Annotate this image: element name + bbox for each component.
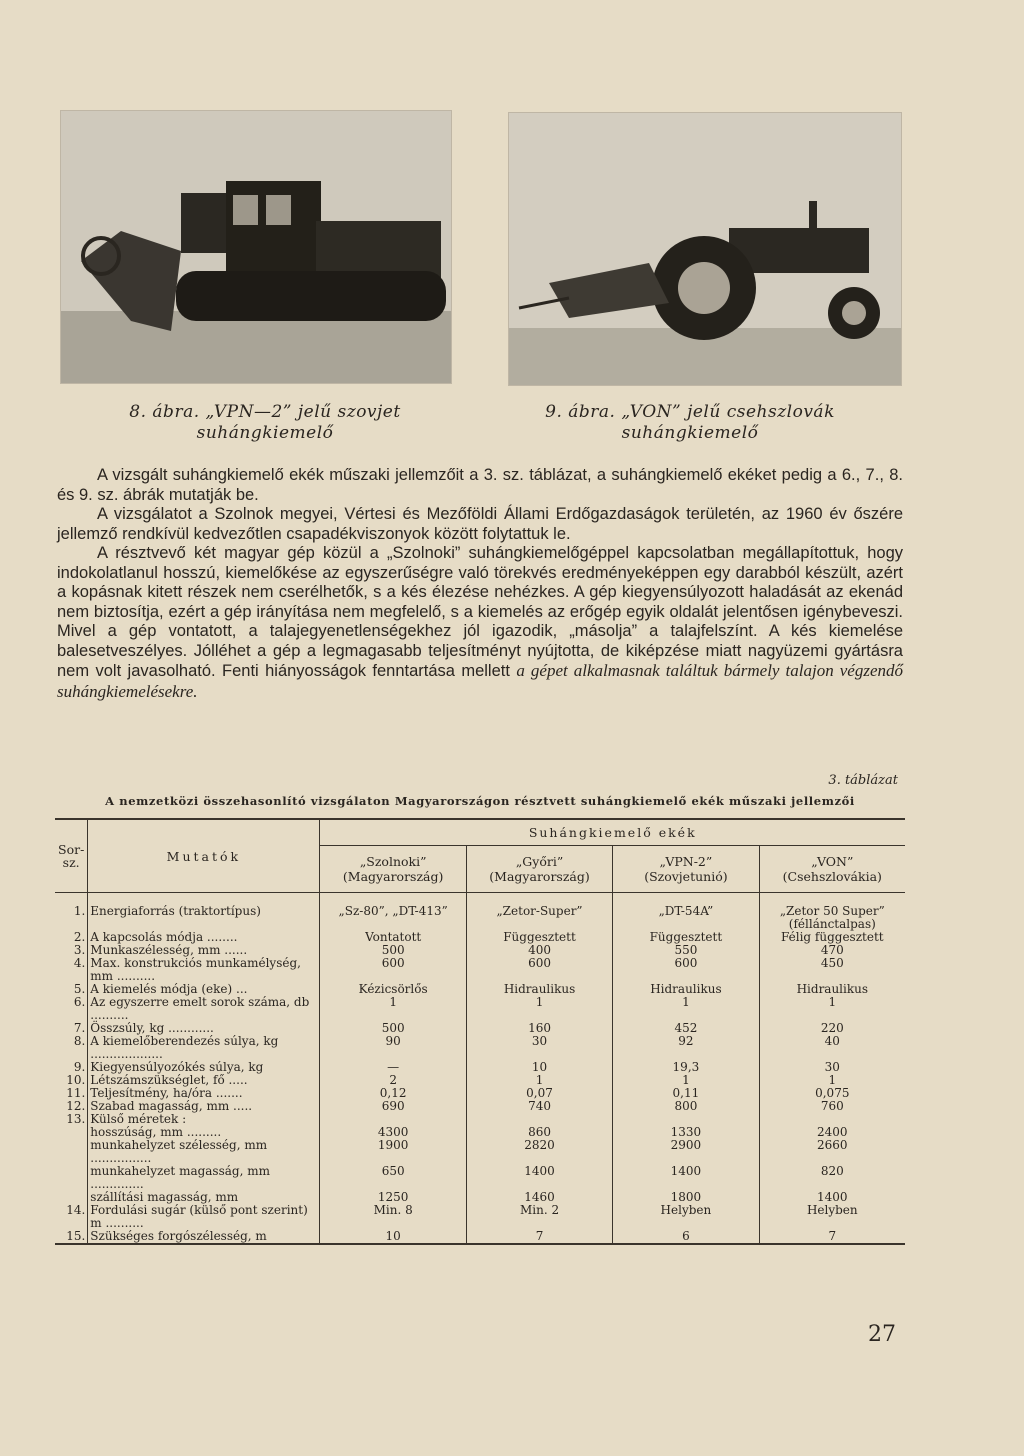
row-value: 1800 (613, 1191, 759, 1204)
row-value: 0,12 (320, 1087, 466, 1100)
row-value: 1460 (466, 1191, 612, 1204)
row-value: Hidraulikus (466, 983, 612, 996)
row-label: szállítási magasság, mm (88, 1191, 320, 1204)
row-label: Külső méretek : (88, 1113, 320, 1126)
row-value: 1 (466, 996, 612, 1022)
table-row (55, 957, 905, 983)
row-value: 1 (320, 996, 466, 1022)
row-value: 500 (320, 1022, 466, 1035)
row-value: 90 (320, 1035, 466, 1061)
row-value: 160 (466, 1022, 612, 1035)
row-value: Min. 2 (466, 1204, 612, 1230)
table-row (55, 996, 905, 1022)
row-label: Szabad magasság, mm ..... (88, 1100, 320, 1113)
table-row (55, 1165, 905, 1191)
row-number: 11. (55, 1087, 88, 1100)
row-label: Létszámszükséglet, fő ..... (88, 1074, 320, 1087)
row-value: Kézicsörlős (320, 983, 466, 996)
table-row (55, 1204, 905, 1230)
row-value: 0,07 (466, 1087, 612, 1100)
row-value: 7 (759, 1230, 905, 1244)
figure-9-photo (508, 112, 902, 386)
figure-9-caption-line2: suhángkiemelő (621, 423, 759, 443)
row-label: Szükséges forgószélesség, m (88, 1230, 320, 1244)
table-row (55, 1139, 905, 1165)
row-label: Kiegyensúlyozókés súlya, kg (88, 1061, 320, 1074)
row-label: A kiemelőberendezés súlya, kg ................... (88, 1035, 320, 1061)
row-number: 6. (55, 996, 88, 1022)
paragraph: A vizsgálatot a Szolnok megyei, Vértesi és Mezőföldi Állami Erdőgazdaságok területén, az 1960 év őszére jellemző rendkívül kedvezőtlen csapadékviszonyok között folytattuk le. (57, 505, 903, 543)
row-label: munkahelyzet magasság, mm .............. (88, 1165, 320, 1191)
row-value: 30 (824, 1060, 840, 1074)
row-value: 1400 (817, 1190, 848, 1204)
row-value: 452 (613, 1022, 759, 1035)
paragraph-main: A résztvevő két magyar gép közül a „Szolnoki” suhángkiemelőgéppel kapcsolatban megállapítottuk, hogy indokolatlanul hosszú, kiemelőkése az egyszerűségre való törekvés eredményeképpen egy darabból készült, azért a kopásnak kitett részek nem cserélhetők, s a kés élezése nehézkes. A gép kiegyensúlyozott haladását az ekenád nem biztosítja, ezért a gép irányítása nem megfelelő, s a kiemelés az erőgép egyik oldalát jelentősen igénybeveszi. Mivel a gép vontatott, a talajegyenetlenségekhez jól igazodik, „másolja” a talajfelszínt. A kés kiemelése balesetveszélyes. Jólléhet a gép a legmagasabb teljesítményt nyújtotta, de kiképzése miatt nagyüzemi gyártásra nem volt javasolható. (57, 544, 903, 680)
row-value: 2820 (466, 1139, 612, 1165)
row-value: 1 (828, 995, 837, 1009)
row-value: Függesztett (466, 931, 612, 944)
spec-table (55, 818, 905, 1245)
column-name: „VON” (811, 854, 854, 869)
figure-8-caption-line1: 8. ábra. „VPN—2” jelű szovjet (129, 402, 401, 422)
row-value: „Sz-80”, „DT-413” (320, 893, 466, 932)
row-value: 1 (828, 1073, 837, 1087)
row-value: Félig függesztett (780, 930, 884, 944)
table-row (55, 1035, 905, 1061)
row-label: A kiemelés módja (eke) ... (88, 983, 320, 996)
row-label: Teljesítmény, ha/óra ....... (88, 1087, 320, 1100)
row-value: 1400 (613, 1165, 759, 1191)
table-row (55, 893, 905, 932)
row-number: 12. (55, 1100, 88, 1113)
row-value: „Zetor 50 Super” (féllánctalpas) (779, 904, 885, 931)
figure-8-caption-line2: suhángkiemelő (196, 423, 334, 443)
row-value: 1 (613, 1074, 759, 1087)
row-value: 740 (466, 1100, 612, 1113)
figure-9-caption-line1: 9. ábra. „VON” jelű csehszlovák (545, 402, 835, 422)
paragraph-final-italic: a gépet alkalmasnak találtuk bármely talajon végzendő suhángkiemelésekre. (57, 661, 904, 701)
row-value: 1 (613, 996, 759, 1022)
row-value: 1 (466, 1074, 612, 1087)
column-header (320, 846, 466, 893)
column-name: „Győri” (515, 854, 564, 869)
row-value: 400 (466, 944, 612, 957)
row-label: Max. konstrukciós munkamélység, mm .......... (88, 957, 320, 983)
row-value: 860 (466, 1126, 612, 1139)
row-number: 1. (55, 893, 88, 932)
row-value: 92 (613, 1035, 759, 1061)
column-country: (Magyarország) (342, 869, 444, 884)
row-value: 30 (466, 1035, 612, 1061)
row-value: 600 (466, 957, 612, 983)
column-name: „Szolnoki” (359, 854, 427, 869)
row-value: 1400 (466, 1165, 612, 1191)
row-value: 650 (320, 1165, 466, 1191)
row-label: Munkaszélesség, mm ...... (88, 944, 320, 957)
row-value: 0,075 (815, 1086, 850, 1100)
row-value: Hidraulikus (796, 982, 869, 996)
row-value: 2660 (817, 1138, 848, 1152)
row-number: 8. (55, 1035, 88, 1061)
column-country: (Magyarország) (489, 869, 590, 884)
row-value: 10 (320, 1230, 466, 1244)
row-value: — (320, 1061, 466, 1074)
row-value: 800 (613, 1100, 759, 1113)
row-value: 450 (820, 956, 844, 970)
row-number: 5. (55, 983, 88, 996)
row-value: 40 (824, 1034, 840, 1048)
row-value: 470 (820, 943, 844, 957)
row-value: 1330 (613, 1126, 759, 1139)
row-number: 13. (55, 1113, 88, 1126)
table-label: 3. táblázat (828, 773, 898, 788)
column-country: (Szovjetunió) (644, 869, 728, 884)
paragraph (57, 544, 903, 702)
row-value: 760 (820, 1099, 844, 1113)
page-number: 27 (868, 1322, 896, 1347)
header-mutatok: Mutatók (88, 819, 320, 893)
row-value: Min. 8 (320, 1204, 466, 1230)
row-value: 10 (466, 1061, 612, 1074)
row-number: 14. (55, 1204, 88, 1230)
row-number (55, 1165, 88, 1191)
column-header (759, 846, 905, 893)
header-group: Suhángkiemelő ekék (320, 819, 905, 846)
row-value: 2 (320, 1074, 466, 1087)
row-value: 4300 (320, 1126, 466, 1139)
row-number (55, 1126, 88, 1139)
row-label: Az egyszerre emelt sorok száma, db .......... (88, 996, 320, 1022)
row-value: Függesztett (613, 931, 759, 944)
row-value: 690 (320, 1100, 466, 1113)
row-value: 7 (466, 1230, 612, 1244)
row-number: 10. (55, 1074, 88, 1087)
paragraph-final: Fenti hiányosságok fenntartása mellett (222, 662, 510, 680)
row-value: „DT-54A” (613, 893, 759, 932)
row-value: 0,11 (613, 1087, 759, 1100)
row-label: Fordulási sugár (külső pont szerint) m .......... (88, 1204, 320, 1230)
row-value: 550 (613, 944, 759, 957)
row-value: 500 (320, 944, 466, 957)
row-value: Helyben (613, 1204, 759, 1230)
figure-8-caption (100, 402, 430, 444)
row-number: 3. (55, 944, 88, 957)
row-value: Hidraulikus (613, 983, 759, 996)
row-label: Energiaforrás (traktortípus) (88, 893, 320, 932)
row-label: A kapcsolás módja ........ (88, 931, 320, 944)
row-label: Összsúly, kg ............ (88, 1022, 320, 1035)
row-value: „Zetor-Super” (466, 893, 612, 932)
table-body (55, 893, 905, 1245)
row-value: 220 (820, 1021, 844, 1035)
row-label: munkahelyzet szélesség, mm ................ (88, 1139, 320, 1165)
table-row (55, 1230, 905, 1244)
figure-9-caption (520, 402, 860, 444)
row-value: 600 (320, 957, 466, 983)
row-value: 600 (613, 957, 759, 983)
figure-8-photo (60, 110, 452, 384)
row-number (55, 1139, 88, 1165)
column-country: (Csehszlovákia) (782, 869, 882, 884)
row-value: 2900 (613, 1139, 759, 1165)
row-label: hosszúság, mm ......... (88, 1126, 320, 1139)
row-value: 2400 (817, 1125, 848, 1139)
row-value: Helyben (806, 1203, 858, 1217)
header-sorsz: Sor-sz. (55, 819, 88, 893)
column-header (613, 846, 759, 893)
body-text (57, 466, 903, 702)
row-number: 4. (55, 957, 88, 983)
column-header (466, 846, 612, 893)
row-value: 6 (613, 1230, 759, 1244)
row-number: 2. (55, 931, 88, 944)
paragraph: A vizsgált suhángkiemelő ekék műszaki jellemzőit a 3. sz. táblázat, a suhángkiemelő ekéket pedig a 6., 7., 8. és 9. sz. ábrák mutatják be. (57, 466, 903, 504)
row-number: 7. (55, 1022, 88, 1035)
row-value: 1900 (320, 1139, 466, 1165)
row-value: 820 (820, 1164, 844, 1178)
column-name: „VPN-2” (659, 854, 713, 869)
row-value: 19,3 (613, 1061, 759, 1074)
row-number: 15. (55, 1230, 88, 1244)
row-number: 9. (55, 1061, 88, 1074)
row-value: Vontatott (320, 931, 466, 944)
row-value: 1250 (320, 1191, 466, 1204)
table-title: A nemzetközi összehasonlító vizsgálaton Magyarországon résztvett suhángkiemelő ekék műszaki jellemzői (105, 794, 855, 808)
